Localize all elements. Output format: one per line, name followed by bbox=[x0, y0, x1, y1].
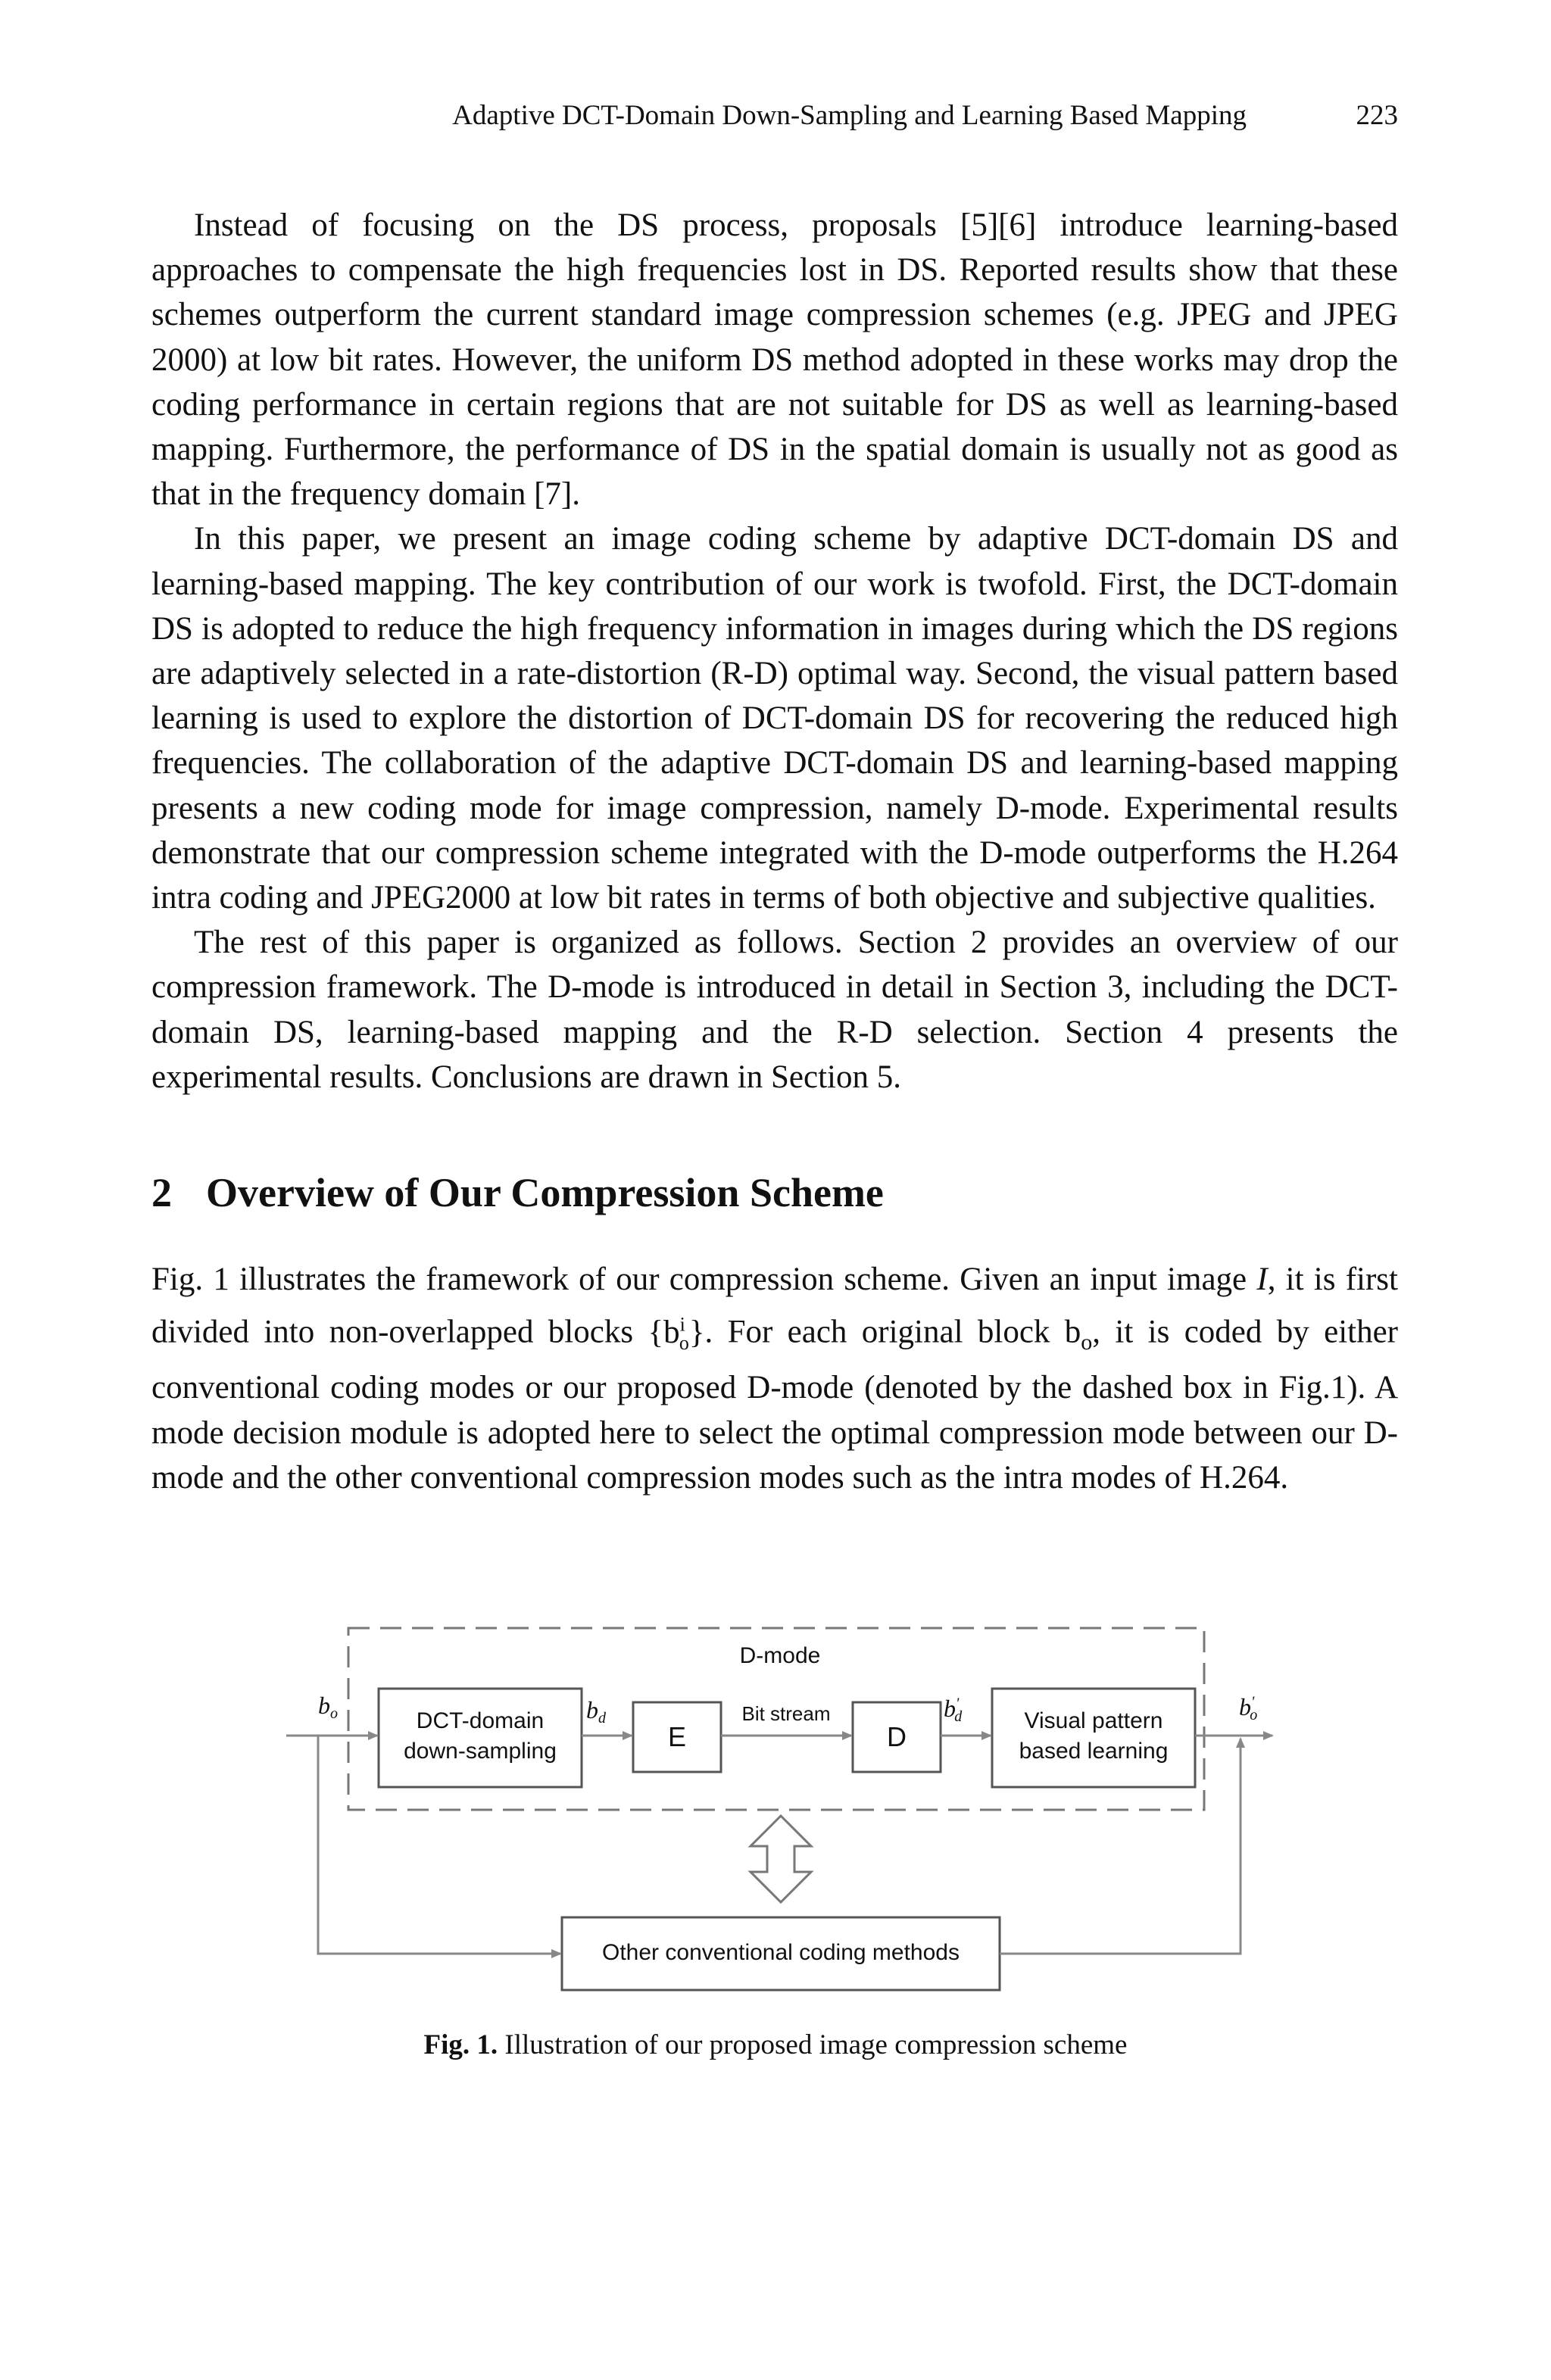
vp-box-line1: Visual pattern bbox=[1024, 1708, 1163, 1733]
label-bd: $b_d$ bbox=[586, 1696, 606, 1727]
section-title: Overview of Our Compression Scheme bbox=[206, 1170, 884, 1216]
blocks-set: $\{b^i_o\}$ bbox=[648, 1313, 705, 1355]
figure-diagram bbox=[273, 1620, 1287, 2045]
section-heading bbox=[151, 1166, 1398, 1219]
section-number: 2 bbox=[151, 1170, 172, 1216]
dct-box-line2: down-sampling bbox=[404, 1739, 557, 1764]
d-box-label: D bbox=[887, 1721, 907, 1752]
label-bo-input: $b_o$ bbox=[318, 1692, 338, 1722]
figure-caption bbox=[0, 2026, 1551, 2064]
label-bd-prime: $b'_d$ bbox=[944, 1695, 963, 1725]
caption-label: Fig. 1. bbox=[423, 2029, 498, 2060]
mode-decision-double-arrow bbox=[751, 1816, 811, 1902]
e-box-label: E bbox=[667, 1721, 686, 1752]
conv-box-label: Other conventional coding methods bbox=[602, 1940, 960, 1965]
paragraph-2: In this paper, we present an image coding scheme by adaptive DCT-domain DS and learning-based mapping. The key contribution of our work is twofold. First, the DCT-domain DS is adopted to reduce the high frequency information in images during which the DS regions are adaptively selected in a rate-distortion (R-D) optimal way. Second, the visual pattern based learning is used to explore the distortion of DCT-domain DS for recovering the reduced high frequencies. The collaboration of the adaptive DCT-domain DS and learning-based mapping presents a new coding mode for image compression, namely D-mode. Experimental results demonstrate that our compression scheme integrated with the D-mode outperforms the H.264 intra coding and JPEG2000 at low bit rates in terms of both objective and subjective qualities. bbox=[151, 521, 1398, 916]
running-title: Adaptive DCT-Domain Down-Sampling and Learning Based Mapping bbox=[452, 100, 1247, 131]
dct-box-line1: DCT-domain bbox=[416, 1708, 545, 1733]
image-symbol: I bbox=[1256, 1262, 1268, 1298]
body-text bbox=[151, 203, 1398, 1500]
diagram-svg bbox=[273, 1620, 1287, 2045]
section-paragraph: Fig. 1 illustrates the framework of our compression scheme. Given an input image I, it is first divided into non-overlapped blocks $\{b^i_o\}$. For each original block $b_o$, it is coded by either conventional coding modes or our proposed D-mode (denoted by the dashed box in Fig.1). A mode decision module is adopted here to select the optimal compression mode between our D-mode and the other conventional compression modes such as the intra modes of H.264. bbox=[151, 1262, 1398, 1496]
bit-stream-label: Bit stream bbox=[741, 1702, 831, 1725]
page-header bbox=[151, 97, 1398, 135]
paragraph-3: The rest of this paper is organized as follows. Section 2 provides an overview of our compression framework. The D-mode is introduced in detail in Section 3, including the DCT-domain DS, learning-based mapping and the R-D selection. Section 4 presents the experimental results. Conclusions are drawn in Section 5. bbox=[151, 925, 1398, 1095]
label-bo-output: $b'_o$ bbox=[1239, 1693, 1258, 1723]
dmode-label: D-mode bbox=[739, 1643, 821, 1668]
vp-box-line2: based learning bbox=[1019, 1739, 1169, 1764]
paragraph-1: Instead of focusing on the DS process, proposals [5][6] introduce learning-based approaches to compensate the high frequencies lost in DS. Reported results show that these schemes outperform the current standard image compression schemes (e.g. JPEG and JPEG 2000) at low bit rates. However, the uniform DS method adopted in these works may drop the coding performance in certain regions that are not suitable for DS as well as learning-based mapping. Furthermore, the performance of DS in the spatial domain is usually not as good as that in the frequency domain [7]. bbox=[151, 207, 1398, 513]
page-number: 223 bbox=[1356, 100, 1398, 131]
caption-text: Illustration of our proposed image compression scheme bbox=[498, 2029, 1128, 2060]
